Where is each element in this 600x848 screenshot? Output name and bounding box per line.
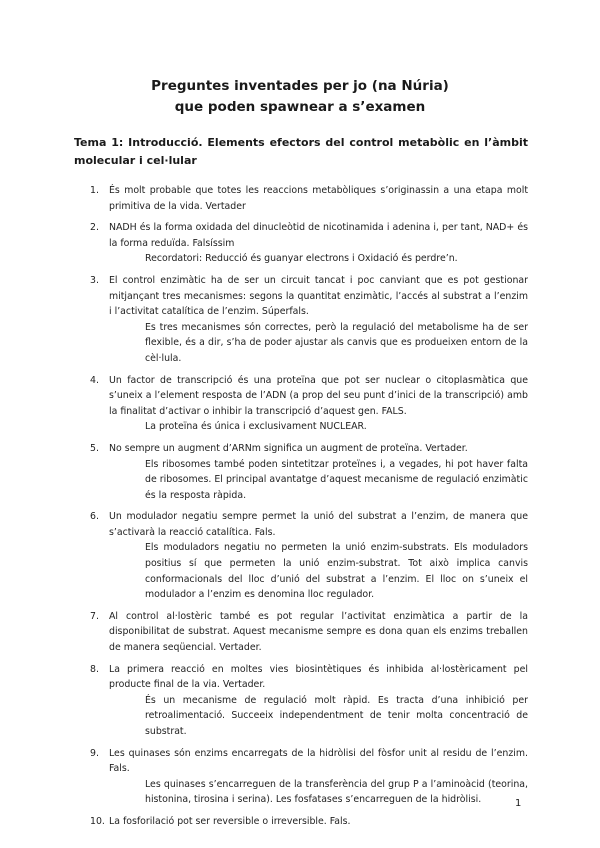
title-line-2: que poden spawnear a s’examen [174,99,426,115]
title-line-1: Preguntes inventades per jo (na Núria) [151,78,449,94]
question-item-10 [74,814,528,830]
question-note: Recordatori: Reducció és guanyar electrons i Oxidació és perdre’n. [145,253,458,265]
page-number: 1 [515,798,522,809]
question-number: 5. [90,442,99,454]
page-title [0,76,600,118]
question-text: Al control al·lostèric també es pot regular l’activitat enzimàtica a partir de la disponibilitat de substrat. Aquest mecanisme sempre es dona quan els enzims treballen de manera seqüencial. Vertader. [109,610,528,654]
question-number: 6. [90,511,99,523]
question-number: 2. [90,222,99,234]
question-item-4 [74,373,528,435]
section-heading: Tema 1: Introducció. Elements efectors del control metabòlic en l’àmbit molecular i cel·lular [74,136,528,167]
question-number: 4. [90,374,99,386]
question-note: Els ribosomes també poden sintetitzar proteïnes i, a vegades, hi pot haver falta de ribosomes. El principal avantatge d’aquest mecanisme de regulació enzimàtic és la resposta ràpida. [145,458,528,501]
question-item-6 [74,509,528,603]
question-item-9 [74,746,528,808]
question-number: 7. [90,610,99,622]
question-text: Les quinases són enzims encarregats de la hidròlisi del fòsfor unit al residu de l’enzim. Fals. [109,747,528,775]
question-item-7 [74,609,528,656]
question-text: La fosforilació pot ser reversible o irreversible. Fals. [109,815,351,827]
question-note: Els moduladors negatiu no permeten la unió enzim-substrats. Els moduladors positius sí que permeten la unió enzim-substrat. Tot això implica canvis conformacionals del lloc d’unió del substrat a l’enzim. El lloc on s’uneix el modulador a l’enzim es denomina lloc regulador. [145,542,528,601]
question-text: Un factor de transcripció és una proteïna que pot ser nuclear o citoplasmàtica que s’uneix a l’element resposta de l’ADN (a prop del seu punt d’inici de la transcripció) amb la finalitat d’activar o inhibir la transcripció d’aquest gen. FALS. [109,374,528,417]
question-item-5 [74,441,528,503]
question-note: És un mecanisme de regulació molt ràpid. Es tracta d’una inhibició per retroalimentació. Succeeix independentment de tenir molta concentració de substrat. [145,694,528,737]
question-item-2 [74,220,528,267]
question-text: Un modulador negatiu sempre permet la unió del substrat a l’enzim, de manera que s’activarà la reacció catalítica. Fals. [109,511,528,538]
question-note: Es tres mecanismes són correctes, però la regulació del metabolisme ha de ser flexible, és a dir, s’ha de poder ajustar als canvis que es produeixen entorn de la cèl·lula. [145,321,528,364]
question-number: 8. [90,663,99,675]
question-item-8 [74,662,528,740]
question-item-3 [74,273,528,367]
question-number: 10. [90,815,105,827]
question-list [74,183,528,836]
question-number: 9. [90,747,99,759]
question-number: 1. [90,185,99,196]
question-item-1 [74,183,528,214]
question-text: És molt probable que totes les reaccions metabòliques s’originassin a una etapa molt primitiva de la vida. Vertader [109,185,528,212]
question-note: La proteïna és única i exclusivament NUCLEAR. [145,421,367,433]
question-text: NADH és la forma oxidada del dinucleòtid de nicotinamida i adenina i, per tant, NAD+ és la forma reduïda. Falsíssim [109,222,528,249]
question-text: La primera reacció en moltes vies biosintètiques és inhibida al·lostèricament pel producte final de la via. Vertader. [109,663,528,691]
question-text: El control enzimàtic ha de ser un circuit tancat i poc canviant que es pot gestionar mitjançant tres mecanismes: segons la quantitat enzimàtic, l’accés al substrat a l’enzim i l’activitat catalítica de l’enzim. Súperfals. [109,274,528,318]
question-text: No sempre un augment d’ARNm significa un augment de proteïna. Vertader. [109,442,468,454]
question-note: Les quinases s’encarreguen de la transferència del grup P a l’aminoàcid (teorina, histonina, tirosina i serina). Les fosfatases s’encarreguen de la hidròlisi. [145,778,528,806]
question-number: 3. [90,274,99,286]
